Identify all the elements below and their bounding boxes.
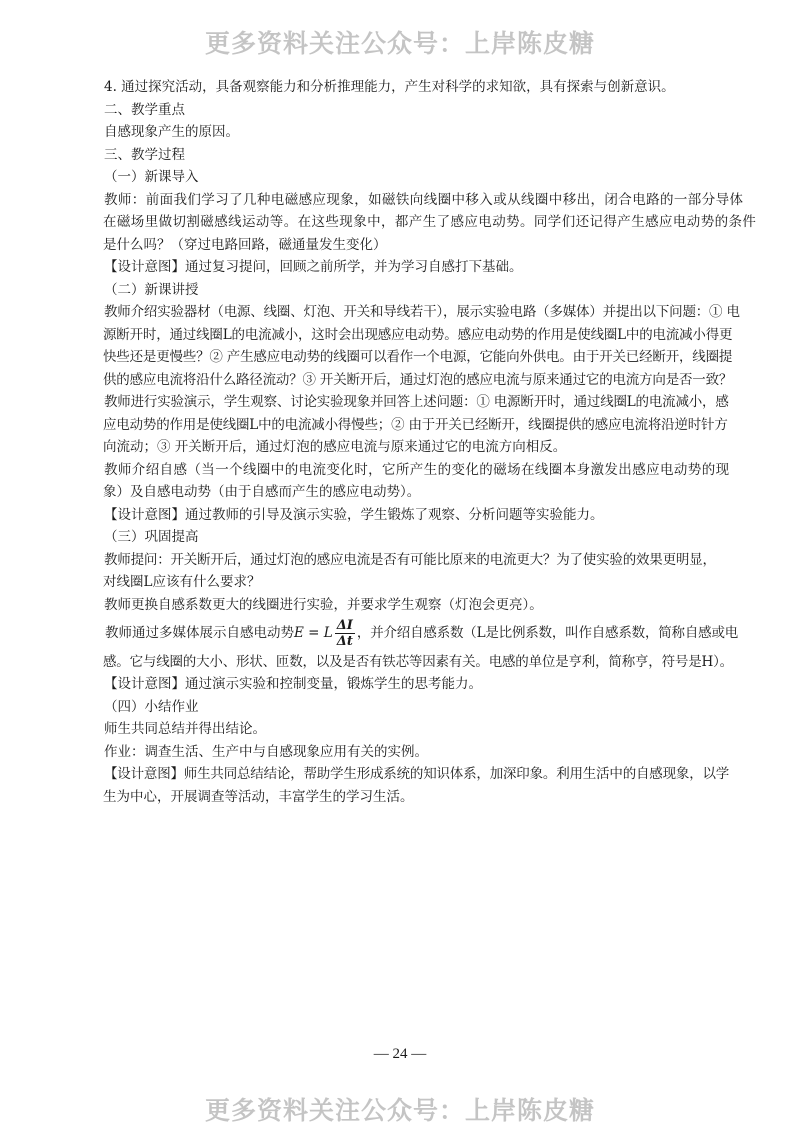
- paragraph-line: 感。它与线圈的大小、形状、匝数，以及是否有铁芯等因素有关。电感的单位是亨利，简称亨，符号是H）。: [103, 653, 733, 670]
- subheading-intro: （一）新课导入: [104, 169, 199, 185]
- paragraph-line: 向流动；③ 开关断开后，通过灯泡的感应电流与原来通过它的电流方向相反。: [103, 439, 567, 455]
- paragraph-line: 教师更换自感系数更大的线圈进行实验，并要求学生观察（灯泡会更亮）。: [104, 596, 543, 613]
- paragraph-line: 源断开时，通过线圈L的电流减小，这时会出现感应电动势。感应电动势的作用是使线圈L中的电流减小得更: [103, 326, 733, 343]
- watermark-bottom: 更多资料关注公众号：上岸陈皮糖: [204, 1096, 595, 1125]
- paragraph-line: 教师介绍实验器材（电源、线圈、灯泡、开关和导线若干），展示实验电路（多媒体）并提出以下问题：① 电: [104, 304, 740, 320]
- design-intent-2: 【设计意图】通过教师的引导及演示实验，学生锻炼了观察、分析问题等实验能力。: [104, 506, 604, 523]
- paragraph-line: 在磁场里做切割磁感线运动等。在这些现象中，都产生了感应电动势。同学们还记得产生感应电动势的条件: [103, 214, 757, 230]
- design-intent-3: 【设计意图】通过演示实验和控制变量，锻炼学生的思考能力。: [104, 676, 482, 692]
- paragraph-line: 教师进行实验演示，学生观察、讨论实验现象并回答上述问题：① 电源断开时，通过线圈L的电流减小，感: [104, 394, 729, 410]
- paragraph-line: 象）及自感电动势（由于自感而产生的感应电动势）。: [103, 484, 421, 500]
- paragraph-line: 教师介绍自感（当一个线圈中的电流变化时，它所产生的变化的磁场在线圈本身激发出感应电动势的现: [104, 461, 730, 478]
- subheading-summary: （四）小结作业: [104, 698, 199, 715]
- paragraph-line: 供的感应电流将沿什么路径流动？③ 开关断开后，通过灯泡的感应电流与原来通过它的电流方向是否一致？: [103, 371, 733, 388]
- formula-lhs: E = L: [294, 625, 333, 641]
- watermark-top: 更多资料关注公众号：上岸陈皮糖: [204, 29, 595, 58]
- formula-text-after: ，并介绍自感系数（L是比例系数，叫作自感系数，简称自感或电: [356, 625, 739, 641]
- design-intent-4: 【设计意图】师生共同总结结论，帮助学生形成系统的知识体系，加深印象。利用生活中的自感现象，以学: [104, 766, 730, 782]
- paragraph-line: 教师：前面我们学习了几种电磁感应现象，如磁铁向线圈中移入或从线圈中移出，闭合电路的一部分导体: [104, 191, 744, 208]
- subheading-new-lesson: （二）新课讲授: [104, 281, 199, 298]
- homework-line: 作业：调查生活、生产中与自感现象应用有关的实例。: [104, 743, 428, 760]
- paragraph-line: 应电动势的作用是使线圈L中的电流减小得慢些；② 由于开关已经断开，线圈提供的感应电流将沿逆时针方: [103, 416, 728, 433]
- paragraph-line: 是什么吗？（穿过电路回路，磁通量发生变化）: [103, 236, 387, 253]
- paragraph-line: 对线圈L应该有什么要求？: [103, 574, 261, 590]
- section-heading-key-points: 二、教学重点: [104, 101, 185, 118]
- objective-4: 4. 通过探究活动，具备观察能力和分析推理能力，产生对科学的求知欲，具有探索与创新意识。: [104, 79, 675, 95]
- key-point-text: 自感现象产生的原因。: [104, 124, 239, 140]
- design-intent-1: 【设计意图】通过复习提问，回顾之前所学，并为学习自感打下基础。: [104, 259, 523, 275]
- document-body: [103, 78, 757, 810]
- section-heading-process: 三、教学过程: [104, 146, 185, 163]
- paragraph-line: 快些还是更慢些？② 产生感应电动势的线圈可以看作一个电源，它能向外供电。由于开关已经断开，线圈提: [103, 349, 733, 365]
- formula-denominator: Δt: [336, 634, 353, 649]
- paragraph-line: 教师提问：开关断开后，通过灯泡的感应电流是否有可能比原来的电流更大？为了使实验的效果更明显，: [104, 551, 716, 568]
- formula-fraction: [335, 619, 355, 648]
- subheading-consolidation: （三）巩固提高: [104, 529, 199, 545]
- formula-paragraph-line: [105, 618, 739, 649]
- page-number: — 24 —: [373, 1046, 427, 1062]
- formula-text-before: 教师通过多媒体展示自感电动势: [105, 625, 294, 641]
- paragraph-line: 师生共同总结并得出结论。: [104, 721, 266, 737]
- paragraph-line: 生为中心，开展调查等活动，丰富学生的学习生活。: [103, 788, 414, 805]
- formula-numerator: ΔI: [336, 618, 353, 633]
